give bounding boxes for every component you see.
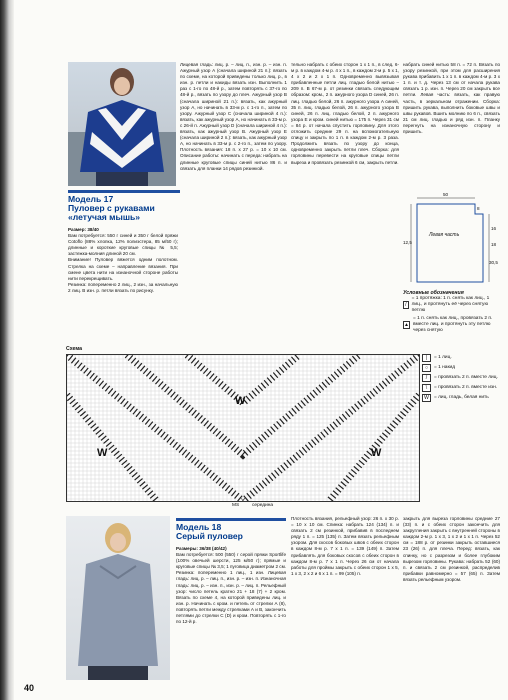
legend-row-4 [422,384,502,392]
diagram-dim-shoulder: 8 [477,206,480,211]
legend-top-text-2: = 1 п. снять как лиц., провязать 2 п. вместе лиц. и протянуть эту петлю через снятую [412,316,493,333]
legend-top-row-1 [403,296,500,314]
diagram-dim-width: 50 [443,192,449,197]
chart-ms-label: MS [232,503,240,508]
diagram-dim-side-2: 18 [491,242,497,247]
model17-col4-text: набрать синей нитью 58 п. = 72 п. Вязать по узору резинкой, при этом для расширения рукава прибавить 1 х 1 п. в каждом 4-м р. 3 х 1 п. и т. д. Через 13 см от начала рукава связать 1 р. изн. п. Через 20 см закрыть все петли. Левая часть: вязать, как правую часть, в зеркальном отражении. Сборка: пришить рукава, выполнить боковые швы и швы рукавов. Вшить молнию по 6 п., связать 21 см лиц. гладью и ряд изн. п. Планку перегнуть на изнаночную сторону и пришить. [403,62,500,135]
model17-col3-text: тельно набрать с обеих сторон 1 х 1 п., в след. 6-м р. в каждом 4-м р. 4 х 1 п., в каждом 2-м р. 5 х 1, 4 х 2 и 2 х 1 п. Одновременно вывязывая прибавленные петли лиц. гладью белой нитью – 209 п. В 67-м р. от резинки связать следующим образом: кром., 2 п. ажурного узора D синей, 26 п. лиц. гладью белой, 26 п. ажурного узора A синей, 35 п. лиц. гладью белой, 26 п. ажурного узора B синей, 26 п. лиц. гладью белой, 2 п. ажурного узора E и кром. синей нитью = 175 п. Через 31 см = 84 р. от начала спустить горловину. Для этого отложить средние 29 п. на вспомогательную спицу и закрыть по 1 п. в каждом 2-м р. 3 раза. Продолжить вязать по узору до конца, одновременно закрыть петли плеч. Сборка: для горловины перевести на круговые спицы петли выреза и провязать резинкой 6 см, закрыть петли. [291,62,399,165]
model18-col4-text: закрыть для выреза горловины средние 27 (33) п. и с обеих сторон закончить для закругления закрыть с внутренней стороны в каждом 2-м р. 1 x 3, 1 x 2 и 1 x 1 п. Через 52 см = 188 р. от резинки закрыть оставшиеся 23 (26) п. для плеча. Перед: вязать, как спинку, но с разрезом и более глубоким вырезом горловины. Рукава: набрать 52 (60) п. и связать 2 см резинкой, распределив прибавки равномерно = 57 (65) п. Затем вязать рельефным узором. [403,516,500,582]
model17-rule [68,190,180,193]
chart-gridlines [67,355,419,501]
model17-title: Модель 17 [68,194,114,204]
model18-column-3 [291,516,399,680]
chart-center-label: середина [252,503,274,508]
legend-symbol-2: ○ [422,364,431,372]
legend-symbol-5: W [422,394,431,402]
model17-size-diagram [403,190,500,288]
model17-column-4 [403,62,500,190]
model17-photo-figure [68,62,176,186]
model17-subtitle: Пуловер с рукавами «летучая мышь» [68,203,155,222]
model18-photo [66,516,170,680]
model18-title: Модель 18 [176,522,222,532]
page-spine [0,0,14,700]
legend-text-2: = 1 накид [434,365,456,370]
legend-top-symbol-1: / [403,301,409,309]
model18-subtitle: Серый пуловер [176,531,243,541]
legend-top-row-2 [403,316,500,334]
model17-note: Внимание! Пуловер вяжется одним полотном. Стрелка на схеме – направление вязания. При смене цвета нити на изнаночной стороне работы нити перекрещивать. [68,257,178,281]
legend-text-4: = провязать 2 п. вместе изн. [434,385,498,390]
legend-top [403,290,500,336]
legend-top-text-1: = 1 протяжка: 1 п. снять как лиц., 1 лиц., и протянуть её через снятую петлю [411,296,490,313]
model18-sizes: Размеры: 36/38 (40/42) [176,546,227,551]
model17-column-2 [180,62,287,344]
model18-column-2 [176,546,286,676]
legend-row-2 [422,364,502,372]
model17-col2-text: Лицевая гладь: лиц. р. – лиц. п., изн. р. – изн. п. Ажурный узор А (сначала шириной 21 п.): вязать по схеме, на которой приведены только лиц. р., в изн. р. петли и накиды вязать изн. Выполнить 1 раз с 1-го по 48-й р., затем повторять с 37-го по 48-й р., вязать по узору до плеч. Ажурный узор B (сначала шириной 21 п.): вязать, как ажурный узор А, но начинать в 33-м р. с 1-го п., затем по узору. Ажурный узор C (сначала шириной 4 п.): вязать, как ажурный узор A, но начинать в 33-м р. с 26-й п. Ажурный узор D (сначала шириной 4 п.): вязать, как ажурный узор B. Ажурный узор E (сначала шириной 2 п.): вязать, как ажурный узор A, но начинать в 33-м р. с 2-го п., затем по узору. Плотность вязания: 18 п. x 27 р. = 10 x 10 см. Описание работы: начинать с переда: набрать на длинные круговые спицы синей нитью 86 п. и связать для планки 14 рядов резинкой. [180,62,287,171]
legend-symbol-3: / [422,374,431,382]
legend-row-5 [422,394,502,402]
conditions-title: Условные обозначения [403,290,464,296]
model18-col3-text: Плотность вязания, рельефный узор: 26 п. x 30 р. = 10 x 10 см. Спинка: набрать 124 (134) п. и связать 2 см резинкой, прибавив в последнем ряду 1 п. = 125 (135) п. Затем вязать рельефным узором. Для скосов боковых швов с обеих сторон в каждом 8-м р. 7 x 1 п. = 139 (149) п. Затем прибавлять для боковых скосов с обеих сторон в каждом 8-м р. 7 x 1 п. Через 26 см от начала работы для проймы закрыть с обеих сторон 1 x 5, 1 x 3, 2 x 2 и 6 x 1 п. = 99 (105) п. [291,516,399,576]
knitting-chart-grid [67,355,419,501]
legend-row-3 [422,374,502,382]
diagram-dim-side-3: 30,5 [489,260,498,265]
diagram-dim-side-1: 16 [491,226,497,231]
model18-heading [176,518,286,541]
size-diagram-svg [403,190,500,288]
model17-materials: Вам потребуется: 550 г синей и 350 г белой пряжи Cotoflo (88% хлопка, 12% полиэстера, 85 м/50 г); длинные и короткие круговые спицы № 5,5; застежка-молния длиной 20 см. [68,233,178,257]
chart-w-left: W [97,447,108,459]
schema-label: Схема [66,346,82,352]
legend-row-1 [422,354,502,362]
diagram-label: Левая часть [429,232,460,238]
legend-symbol-1: | [422,354,431,362]
model18-photo-figure [66,516,170,680]
page-number: 40 [24,683,35,693]
chart-w-right: W [371,447,382,459]
chart-w-center: W [235,395,246,407]
model17-column-1 [68,227,178,344]
model17-rib: Резинка: попеременно 2 лиц., 2 изн., за начальную 2 лиц. В изн. р. петли вязать по рисунку. [68,281,178,293]
model18-col2-text: Вам потребуется: 500 (550) г серой пряжи Sportlife (100% овечьей шерсти, 125 м/50 г); прямые и круговые спицы № 3,5; 1 пуговица диаметром 2 см. Резинка: попеременно 1 лиц., 1 изн. Лицевая гладь: лиц. р. – лиц. п., изн. р. – изн. п. Изнаночная гладь: лиц. р. – изн. п., изн. р. – лиц. п. Рельефный узор: число петель кратно 21 + 18 (7) + 2 кром. Вязать по схеме 4, на которой приведены лиц. и изн. р. Начинать с кром. и петель от стрелки А (8), повторять петли между стрелками А и В, закончить петлями до стрелки C (D) и кром. Повторять с 1-го по 12-й р. [176,552,286,625]
model18-rule [176,518,286,521]
legend-symbol-4: \ [422,384,431,392]
legend-text-1: = 1 лиц. [434,355,452,360]
legend-text-3: = провязать 2 п. вместе лиц. [434,375,498,380]
model17-column-3 [291,62,399,344]
legend-top-symbol-2: ▲ [404,322,409,328]
model18-column-4 [403,516,500,680]
diagram-dim-left: 12,5 [403,240,412,245]
model17-heading [68,190,180,222]
legend-text-5: = лиц. гладь, белая нить [434,395,489,400]
knitting-chart [66,354,420,502]
model17-sizes: Размер: 38/40 [68,227,99,232]
model17-photo [68,62,176,186]
chart-legend [422,354,502,404]
